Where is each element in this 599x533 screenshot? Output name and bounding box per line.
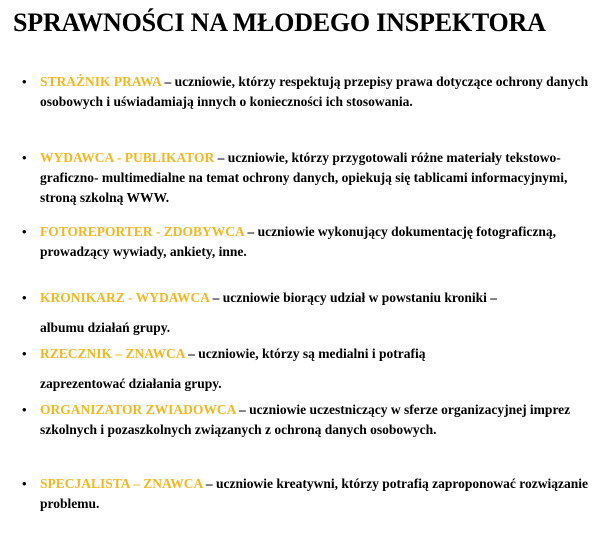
list-item-text (40, 148, 592, 208)
list-item-description: – uczniowie kreatywni, którzy potrafią zaproponować rozwiązanie problemu. (40, 476, 589, 511)
list-item-name: ORGANIZATOR ZWIADOWCA (40, 402, 236, 417)
list-item-name: KRONIKARZ - WYDAWCA (40, 290, 210, 305)
list-item-description: – uczniowie biorący udział w powstaniu kroniki – (209, 290, 498, 305)
list-item-name: SPECJALISTA – ZNAWCA (40, 476, 203, 491)
list-item-organizator-zwiadowca (22, 400, 592, 440)
list-item-text (40, 344, 592, 394)
list-item-description-continued: zaprezentować działania grupy. (40, 376, 222, 391)
list-item-text (40, 400, 592, 440)
bullet: • (22, 74, 27, 89)
list-item-description-continued: albumu działań grupy. (40, 320, 171, 335)
list-item-description: – uczniowie, którzy są medialni i potrafią (184, 346, 426, 361)
bullet: • (22, 476, 27, 491)
list-item-text (40, 288, 592, 338)
list-item-description: – uczniowie wykonujący dokumentację fotograficzną, prowadzący wywiady, ankiety, inne. (40, 224, 557, 259)
bullet: • (22, 290, 27, 305)
list-item-name: STRAŻNIK PRAWA (40, 74, 162, 89)
list-item-wydawca-publikator (22, 148, 592, 208)
page-title: SPRAWNOŚCI NA MŁODEGO INSPEKTORA (13, 8, 546, 37)
bullet: • (22, 224, 27, 239)
list-item-specjalista-znawca (22, 474, 592, 514)
list-item-name: RZECZNIK – ZNAWCA (40, 346, 185, 361)
list-item-name: FOTOREPORTER - ZDOBYWCA (40, 224, 245, 239)
list-item-text (40, 72, 592, 112)
list-item-description: – uczniowie uczestniczący w sferze organizacyjnej imprez szkolnych i pozaszkolnych związanych z ochroną danych osobowych. (40, 402, 571, 437)
list-item-description: – uczniowie, którzy przygotowali różne materiały tekstowo- graficzno- multimedialne na temat ochrony danych, opiekują się tablicami informacyjnymi, stroną szkolną WWW. (40, 150, 568, 205)
list-item-text (40, 222, 592, 262)
bullet: • (22, 346, 27, 361)
list-item-kronikarz-wydawca (22, 288, 592, 338)
bullet: • (22, 402, 27, 417)
list-item-straznik-prawa (22, 72, 592, 112)
bullet: • (22, 150, 27, 165)
list-item-name: WYDAWCA - PUBLIKATOR (40, 150, 215, 165)
list-item-rzecznik-znawca (22, 344, 592, 394)
list-item-text (40, 474, 592, 514)
list-item-description: – uczniowie, którzy respektują przepisy prawa dotyczące ochrony danych osobowych i uświadamiają innych o konieczności ich stosowania. (40, 74, 589, 109)
list-item-fotoreporter-zdobywca (22, 222, 592, 262)
